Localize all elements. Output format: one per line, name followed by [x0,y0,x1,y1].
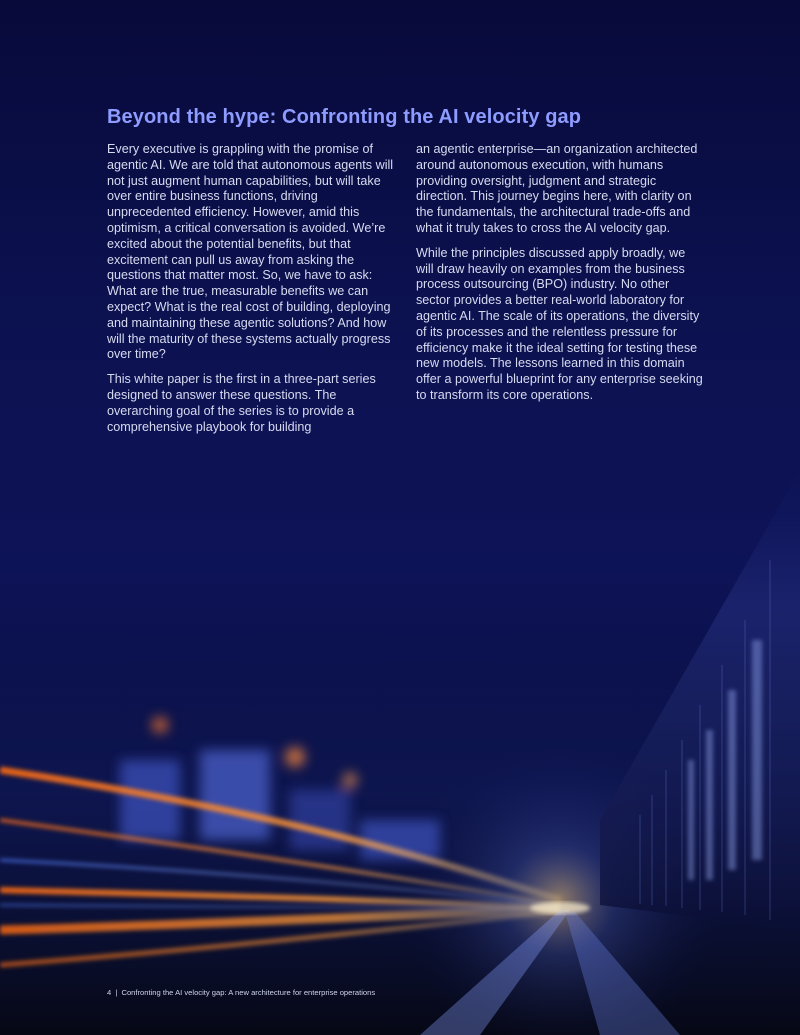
body-column-left [107,142,397,444]
body-column-right [416,142,706,413]
footer-separator: | [115,988,118,997]
page-number: 4 [107,988,112,997]
footer-document-title: Confronting the AI velocity gap: A new architecture for enterprise operations [121,988,376,997]
page-footer [107,988,375,997]
body-paragraph: This white paper is the first in a three-part series designed to answer these questions. The overarching goal of the series is to provide a comprehensive playbook for building [107,372,376,434]
page-title: Beyond the hype: Confronting the AI velocity gap [107,106,582,128]
body-paragraph: While the principles discussed apply broadly, we will draw heavily on examples from the business process outsourcing (BPO) industry. No other sector provides a better real-world laboratory for agentic AI. The scale of its operations, the diversity of its processes and the relentless pressure for efficiency make it the ideal setting for testing these new models. The lessons learned in this domain offer a powerful blueprint for any enterprise seeking to transform its core operations. [416,245,703,402]
body-paragraph: an agentic enterprise—an organization architected around autonomous execution, with humans providing oversight, judgment and strategic direction. This journey begins here, with clarity on the fundamentals, the architectural trade-offs and what it truly takes to cross the AI velocity gap. [416,142,698,235]
body-paragraph: Every executive is grappling with the promise of agentic AI. We are told that autonomous agents will not just augment human capabilities, but will take over entire business functions, driving unprecedented efficiency. However, amid this optimism, a critical conversation is avoided. We’re excited about the potential benefits, but that excitement can pull us away from asking the questions that matter most. So, we have to ask: What are the true, measurable benefits we can expect? What is the real cost of building, deploying and maintaining these agentic solutions? And how will the maturity of these systems actually progress over time? [107,142,394,362]
